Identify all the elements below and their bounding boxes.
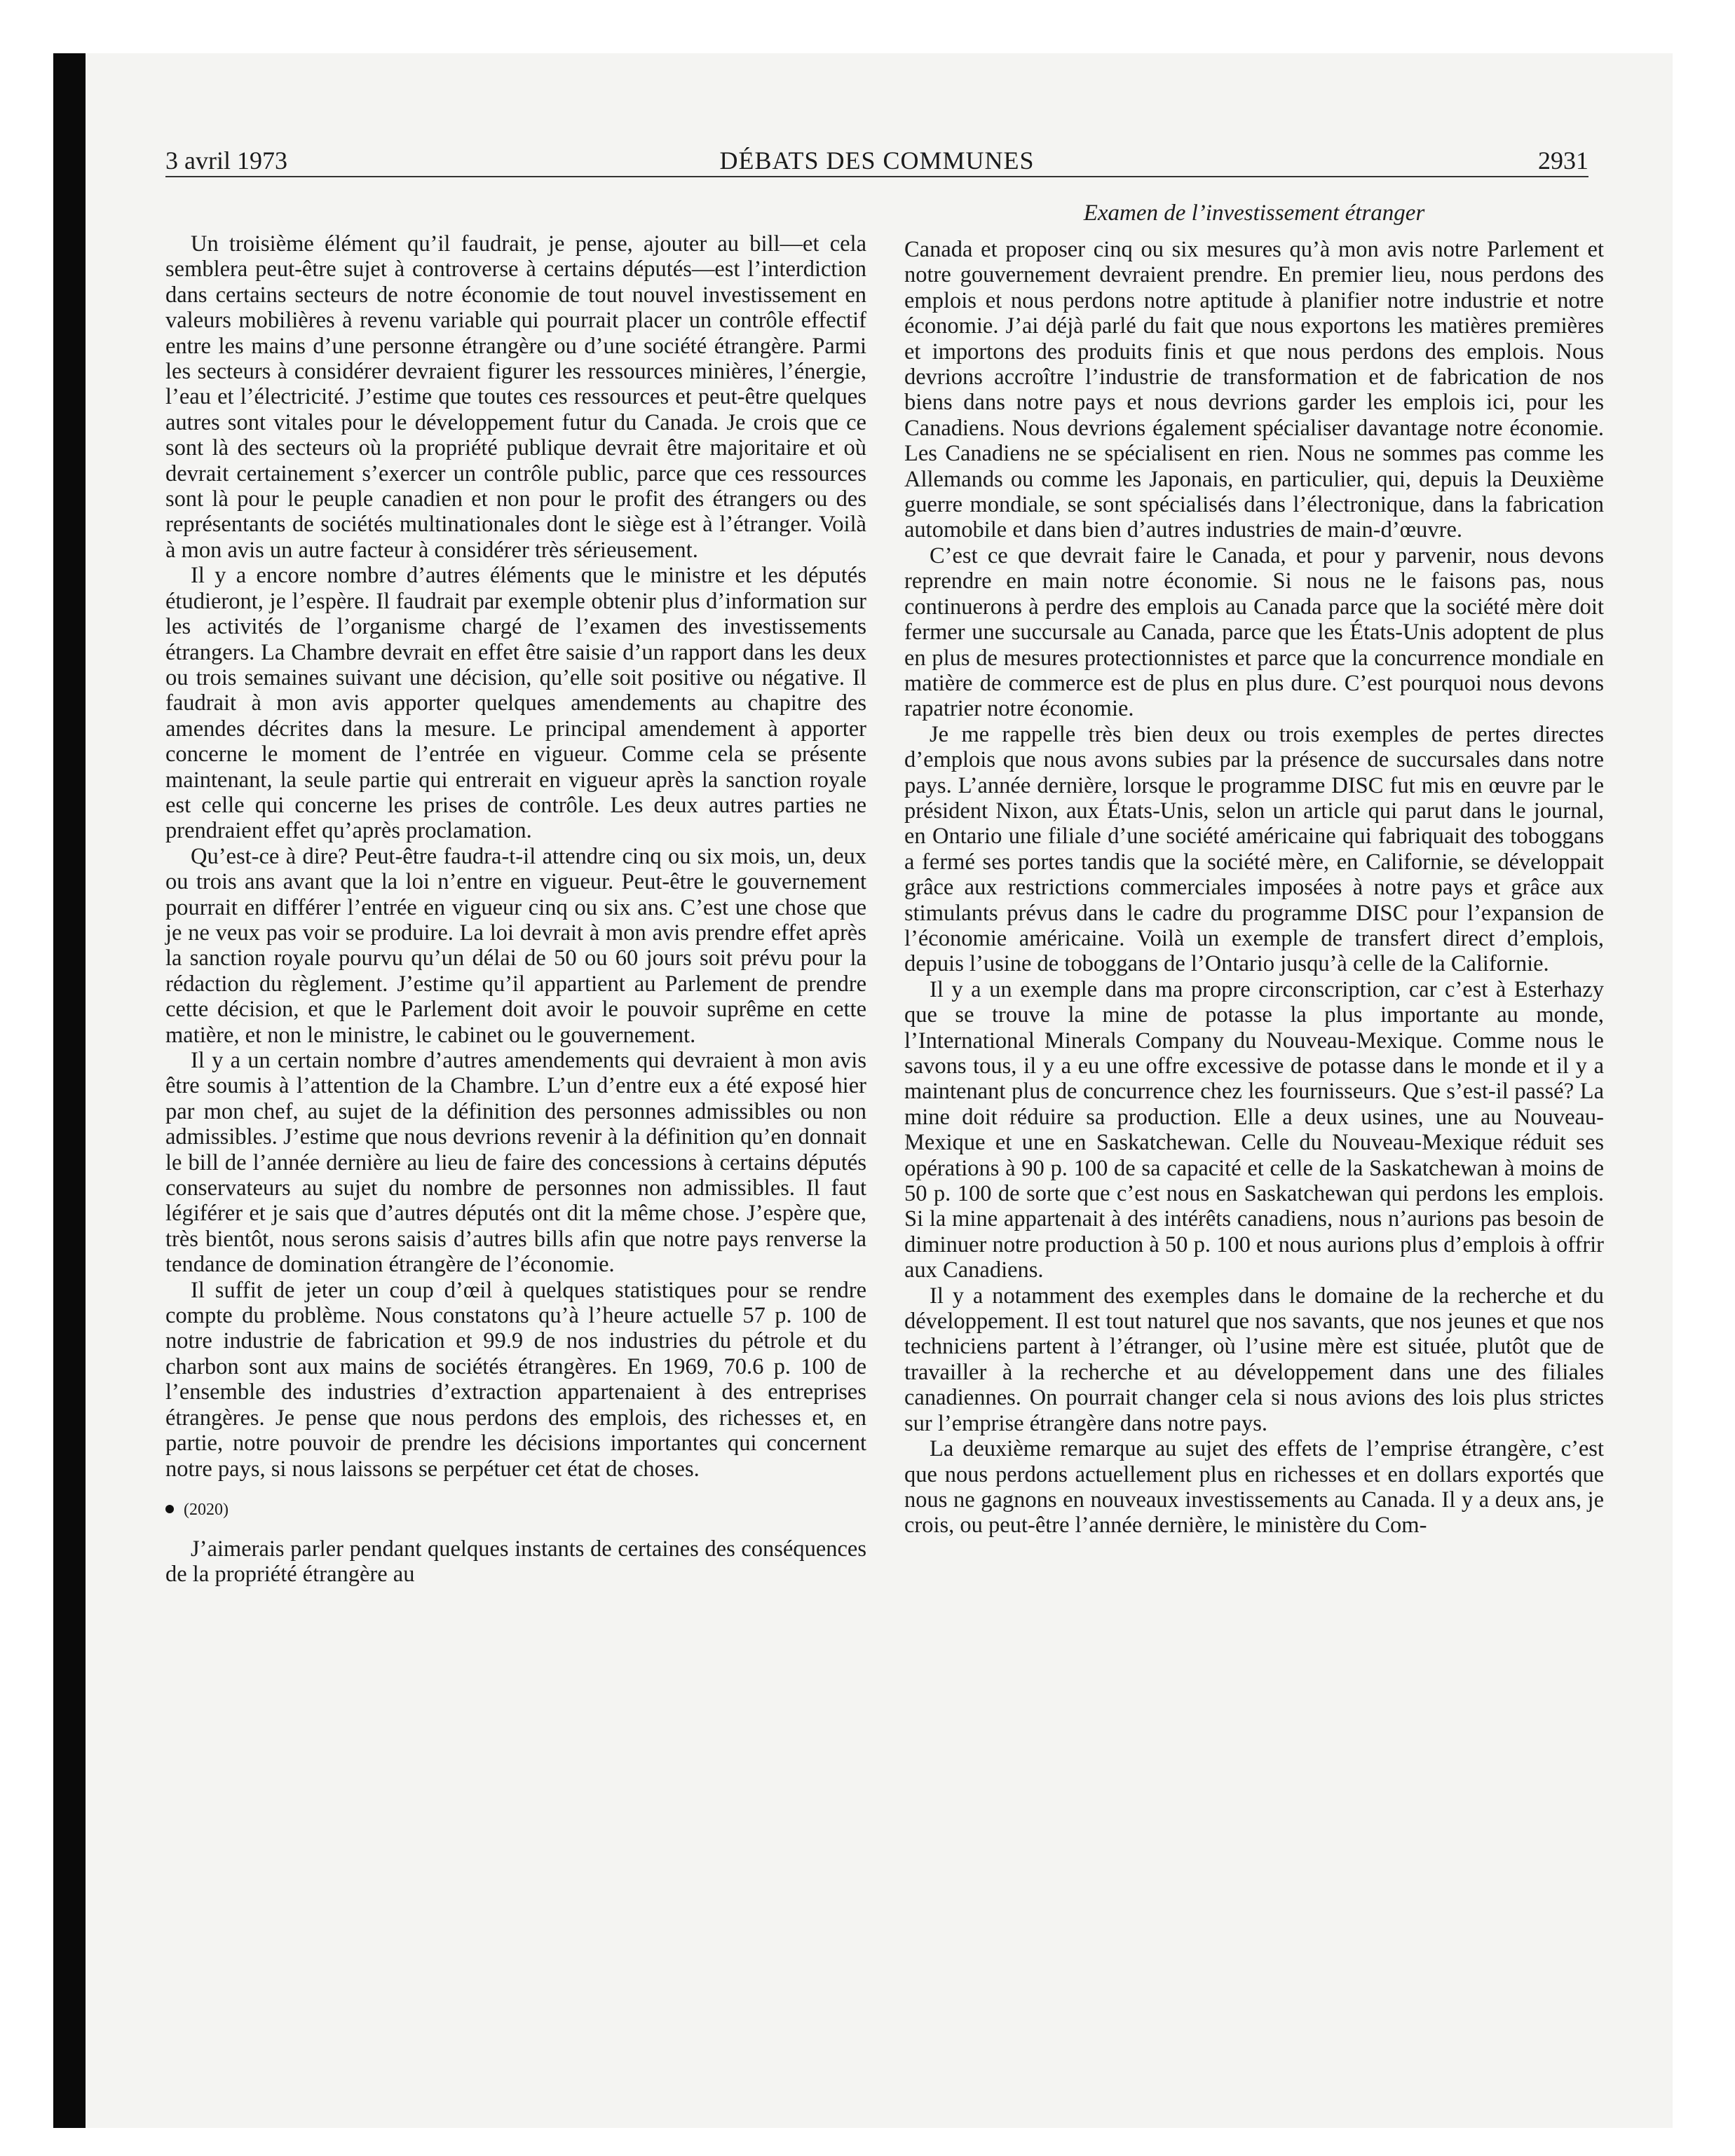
paragraph: La deuxième remarque au sujet des effets de l’emprise étrangère, c’est que nous perdons actuellement plus en richesses et en dollars exportés que nous ne gagnons en nouveaux investissements au Canada. Il y a deux ans, je crois, ou peut-être l’année dernière, le ministère du Com- bbox=[904, 1436, 1604, 1538]
header-page-number: 2931 bbox=[1538, 146, 1588, 175]
paragraph: C’est ce que devrait faire le Canada, et pour y parvenir, nous devons reprendre en main notre économie. Si nous ne le faisons pas, nous continuerons à perdre des emplois au Canada parce que la société mère doit fermer une succursale au Canada, parce que les États-Unis adoptent de plus en plus de mesures protectionnistes et parce que la concurrence mondiale en matière de commerce est de plus en plus dure. C’est pourquoi nous devons rapatrier notre économie. bbox=[904, 543, 1604, 722]
running-title: Examen de l’investissement étranger bbox=[1083, 200, 1425, 226]
bullet-icon bbox=[165, 1505, 174, 1513]
header-rule bbox=[165, 176, 1588, 177]
paragraph: Je me rappelle très bien deux ou trois exemples de pertes directes d’emplois que nous avons subies par la présence de succursales dans notre pays. L’année dernière, lorsque le programme DISC fut mis en œuvre par le président Nixon, aux États-Unis, selon un article qui parut dans le journal, en Ontario une filiale d’une société américaine qui fabriquait des toboggans a fermé ses portes tandis que la société mère, en Californie, se développait grâce aux restrictions commerciales imposées à notre pays et grâce aux stimulants prévus dans le cadre du programme DISC pour l’expansion de l’économie américaine. Voilà un exemple de transfert direct d’emplois, depuis l’usine de toboggans de l’Ontario jusqu’à celle de la Californie. bbox=[904, 721, 1604, 977]
header-date: 3 avril 1973 bbox=[165, 146, 287, 175]
paragraph: Il y a encore nombre d’autres éléments que le ministre et les députés étudieront, je l’espère. Il faudrait par exemple obtenir plus d’information sur les activités de l’organisme chargé de l’examen des investissements étrangers. La Chambre devrait en effet être saisie d’un rapport dans les deux ou trois semaines suivant une décision, qu’elle soit positive ou négative. Il faudrait à mon avis apporter quelques amendements au chapitre des amendes décrites dans la mesure. Le principal amendement à apporter concerne le moment de l’entrée en vigueur. Comme cela se présente maintenant, la seule partie qui entrerait en vigueur après la sanction royale est celle qui concerne les prises de contrôle. Les deux autres parties ne prendraient effet qu’après proclamation. bbox=[165, 563, 866, 844]
time-marker bbox=[165, 1496, 866, 1524]
paragraph: J’aimerais parler pendant quelques instants de certaines des conséquences de la propriété étrangère au bbox=[165, 1536, 866, 1588]
page-header bbox=[165, 144, 1588, 177]
paragraph: Qu’est-ce à dire? Peut-être faudra-t-il attendre cinq ou six mois, un, deux ou trois ans avant que la loi n’entre en vigueur. Peut-être le gouvernement pourrait en différer l’entrée en vigueur cinq ou six ans. C’est une chose que je ne veux pas voir se produire. La loi devrait à mon avis prendre effet après la sanction royale pourvu qu’un délai de 50 ou 60 jours soit prévu pour la rédaction du règlement. J’estime qu’il appartient au Parlement de prendre cette décision, et que le Parlement doit avoir le pouvoir suprême en cette matière, et non le ministre, le cabinet ou le gouvernement. bbox=[165, 843, 866, 1048]
header-journal-title: DÉBATS DES COMMUNES bbox=[719, 146, 1035, 175]
paragraph: Il suffit de jeter un coup d’œil à quelques statistiques pour se rendre compte du problème. Nous constatons qu’à l’heure actuelle 57 p. 100 de notre industrie de fabrication et 99.9 de nos industries du pétrole et du charbon sont aux mains de sociétés étrangères. En 1969, 70.6 p. 100 de l’ensemble des industries d’extraction appartenaient à des entreprises étrangères. Je pense que nous perdons des emplois, des richesses et, en partie, notre pouvoir de prendre les décisions importantes qui concernent notre pays, si nous laissons se perpétuer cet état de choses. bbox=[165, 1277, 866, 1482]
scan-edge-bar bbox=[53, 53, 86, 2128]
paragraph: Il y a un exemple dans ma propre circonscription, car c’est à Esterhazy que se trouve la mine de potasse la plus importante au monde, l’International Minerals Company du Nouveau-Mexique. Comme nous le savons tous, il y a eu une offre excessive de potasse dans le monde et il y a maintenant plus de concurrence chez les fournisseurs. Que s’est-il passé? La mine doit réduire sa production. Elle a deux usines, une au Nouveau-Mexique et une en Saskatchewan. Celle du Nouveau-Mexique réduit ses opérations à 90 p. 100 de sa capacité et celle de la Saskatchewan à moins de 50 p. 100 de sorte que c’est nous en Saskatchewan qui perdons les emplois. Si la mine appartenait à des intérêts canadiens, nous n’aurions pas besoin de diminuer notre production à 50 p. 100 et nous aurions plus d’emplois à offrir aux Canadiens. bbox=[904, 976, 1604, 1283]
left-column bbox=[165, 231, 866, 1588]
right-column bbox=[904, 237, 1604, 1538]
time-marker-text: (2020) bbox=[184, 1500, 229, 1519]
paragraph: Un troisième élément qu’il faudrait, je pense, ajouter au bill—et cela semblera peut-être sujet à controverse à certains députés—est l’interdiction dans certains secteurs de notre économie de tout nouvel investissement en valeurs mobilières à revenu variable qui pourrait placer un contrôle effectif entre les mains d’une personne étrangère ou d’une société étrangère. Parmi les secteurs à considérer devraient figurer les ressources minières, l’énergie, l’eau et l’électricité. J’estime que toutes ces ressources et peut-être quelques autres sont vitales pour le développement futur du Canada. Je crois que ce sont là des secteurs où la propriété publique devrait être majoritaire et où devrait certainement s’exercer un contrôle public, parce que ces ressources sont là pour le peuple canadien et non pour le profit des étrangers ou des représentants de sociétés multinationales dont le siège est à l’étranger. Voilà à mon avis un autre facteur à considérer très sérieusement. bbox=[165, 231, 866, 563]
paragraph: Il y a un certain nombre d’autres amendements qui devraient à mon avis être soumis à l’attention de la Chambre. L’un d’entre eux a été exposé hier par mon chef, au sujet de la définition des personnes admissibles ou non admissibles. J’estime que nous devrions revenir à la définition qu’en donnait le bill de l’année dernière au lieu de faire des concessions à certains députés conservateurs au sujet du nombre de personnes non admissibles. Il faut légiférer et je sais que d’autres députés ont dit la même chose. J’espère que, très bientôt, nous serons saisis d’autres bills afin que notre pays renverse la tendance de domination étrangère de l’économie. bbox=[165, 1048, 866, 1278]
paragraph: Il y a notamment des exemples dans le domaine de la recherche et du développement. Il est tout naturel que nos savants, que nos jeunes et que nos techniciens partent à l’étranger, où l’usine mère est située, plutôt que de travailler à la recherche et au développement dans une des filiales canadiennes. On pourrait changer cela si nous avions des lois plus strictes sur l’emprise étrangère dans notre pays. bbox=[904, 1283, 1604, 1436]
paragraph: Canada et proposer cinq ou six mesures qu’à mon avis notre Parlement et notre gouvernement devraient prendre. En premier lieu, nous perdons des emplois et nous perdons notre aptitude à planifier notre industrie et notre économie. J’ai déjà parlé du fait que nous exportons les matières premières et importons des produits finis et que nous perdons des emplois. Nous devrions accroître l’industrie de transformation et de fabrication de nos biens dans notre pays et nous devrions garder les emplois ici, pour les Canadiens. Nous devrions également spécialiser davantage notre économie. Les Canadiens ne se spécialisent en rien. Nous ne sommes pas comme les Allemands ou comme les Japonais, en particulier, qui, depuis la Deuxième guerre mondiale, se sont spécialisés dans l’électronique, dans la fabrication automobile et dans bien d’autres industries de main-d’œuvre. bbox=[904, 237, 1604, 543]
